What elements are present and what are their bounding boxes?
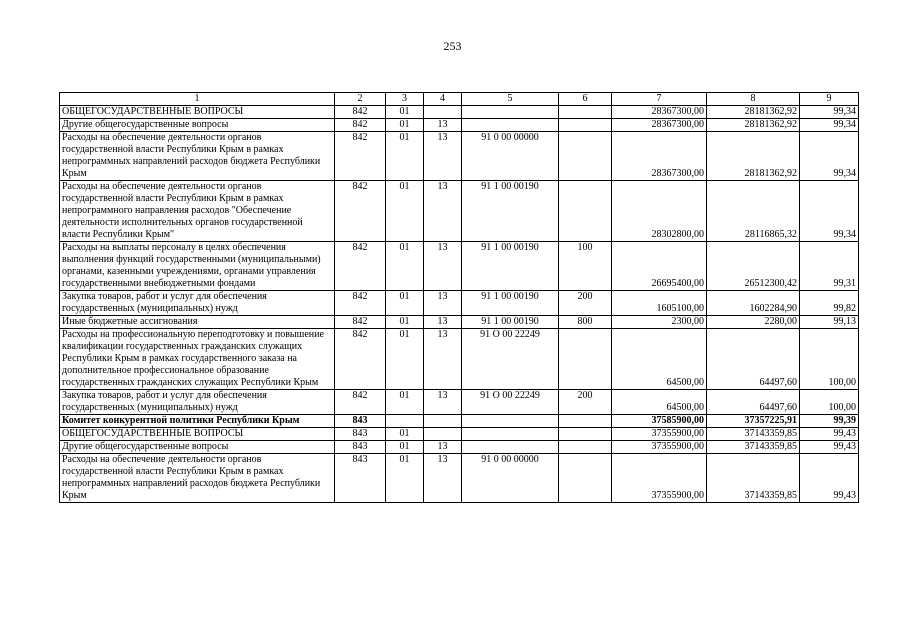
row-actual-amount: 37143359,85	[707, 428, 800, 441]
row-actual-amount: 37143359,85	[707, 454, 800, 503]
row-planned-amount: 28367300,00	[612, 106, 707, 119]
row-section: 01	[386, 106, 424, 119]
row-percent: 99,39	[800, 415, 859, 428]
row-name: Закупка товаров, работ и услуг для обеспечения государственных (муниципальных) нужд	[60, 291, 335, 316]
row-planned-amount: 64500,00	[612, 390, 707, 415]
row-actual-amount: 37143359,85	[707, 441, 800, 454]
row-planned-amount: 26695400,00	[612, 242, 707, 291]
row-target-article: 91 О 00 22249	[462, 390, 559, 415]
row-grbs: 842	[335, 181, 386, 242]
row-name: Расходы на обеспечение деятельности органов государственной власти Республики Крым в рамках непрограммных направлений расходов бюджета Республики Крым	[60, 454, 335, 503]
table-row	[60, 291, 859, 316]
row-actual-amount: 64497,60	[707, 329, 800, 390]
row-name: Закупка товаров, работ и услуг для обеспечения государственных (муниципальных) нужд	[60, 390, 335, 415]
row-subsection: 13	[424, 242, 462, 291]
row-section: 01	[386, 390, 424, 415]
row-expense-type	[559, 106, 612, 119]
row-actual-amount: 26512300,42	[707, 242, 800, 291]
row-planned-amount: 37585900,00	[612, 415, 707, 428]
row-planned-amount: 1605100,00	[612, 291, 707, 316]
row-actual-amount: 37357225,91	[707, 415, 800, 428]
row-actual-amount: 28181362,92	[707, 119, 800, 132]
row-section: 01	[386, 428, 424, 441]
row-expense-type: 200	[559, 291, 612, 316]
row-section: 01	[386, 181, 424, 242]
row-expense-type: 800	[559, 316, 612, 329]
row-actual-amount: 28181362,92	[707, 132, 800, 181]
column-header: 5	[462, 93, 559, 106]
row-name: Иные бюджетные ассигнования	[60, 316, 335, 329]
budget-table	[59, 92, 859, 503]
row-target-article: 91 0 00 00000	[462, 132, 559, 181]
row-grbs: 842	[335, 316, 386, 329]
row-subsection: 13	[424, 291, 462, 316]
row-target-article: 91 1 00 00190	[462, 316, 559, 329]
row-percent: 99,43	[800, 441, 859, 454]
row-expense-type	[559, 329, 612, 390]
row-grbs: 842	[335, 242, 386, 291]
row-target-article	[462, 119, 559, 132]
table-row	[60, 329, 859, 390]
row-name: Другие общегосударственные вопросы	[60, 119, 335, 132]
row-planned-amount: 64500,00	[612, 329, 707, 390]
table-row	[60, 242, 859, 291]
row-actual-amount: 28116865,32	[707, 181, 800, 242]
row-subsection: 13	[424, 329, 462, 390]
table-row	[60, 415, 859, 428]
row-subsection	[424, 415, 462, 428]
row-grbs: 843	[335, 454, 386, 503]
table-row	[60, 390, 859, 415]
row-section: 01	[386, 329, 424, 390]
row-target-article	[462, 106, 559, 119]
row-target-article: 91 1 00 00190	[462, 242, 559, 291]
row-planned-amount: 37355900,00	[612, 454, 707, 503]
row-percent: 99,43	[800, 454, 859, 503]
row-target-article: 91 1 00 00190	[462, 291, 559, 316]
row-name: Комитет конкурентной политики Республики Крым	[60, 415, 335, 428]
row-subsection: 13	[424, 441, 462, 454]
page-number: 253	[443, 39, 462, 53]
row-target-article: 91 0 00 00000	[462, 454, 559, 503]
column-header: 4	[424, 93, 462, 106]
row-section: 01	[386, 454, 424, 503]
row-section: 01	[386, 441, 424, 454]
row-section: 01	[386, 119, 424, 132]
row-name: ОБЩЕГОСУДАРСТВЕННЫЕ ВОПРОСЫ	[60, 428, 335, 441]
row-actual-amount: 2280,00	[707, 316, 800, 329]
column-header: 9	[800, 93, 859, 106]
row-expense-type	[559, 181, 612, 242]
row-grbs: 842	[335, 329, 386, 390]
row-grbs: 842	[335, 119, 386, 132]
table-row	[60, 454, 859, 503]
row-subsection: 13	[424, 119, 462, 132]
column-header: 1	[60, 93, 335, 106]
table-row	[60, 441, 859, 454]
row-percent: 99,34	[800, 106, 859, 119]
row-expense-type	[559, 132, 612, 181]
row-actual-amount: 28181362,92	[707, 106, 800, 119]
row-expense-type: 200	[559, 390, 612, 415]
row-grbs: 843	[335, 415, 386, 428]
row-grbs: 842	[335, 106, 386, 119]
column-header: 2	[335, 93, 386, 106]
row-subsection: 13	[424, 132, 462, 181]
table-row	[60, 119, 859, 132]
row-target-article: 91 О 00 22249	[462, 329, 559, 390]
column-header: 8	[707, 93, 800, 106]
row-percent: 99,31	[800, 242, 859, 291]
row-percent: 100,00	[800, 329, 859, 390]
row-percent: 99,34	[800, 132, 859, 181]
row-target-article: 91 1 00 00190	[462, 181, 559, 242]
row-subsection	[424, 106, 462, 119]
row-grbs: 843	[335, 428, 386, 441]
row-expense-type	[559, 454, 612, 503]
row-expense-type	[559, 119, 612, 132]
row-name: Другие общегосударственные вопросы	[60, 441, 335, 454]
row-planned-amount: 28302800,00	[612, 181, 707, 242]
row-percent: 99,43	[800, 428, 859, 441]
row-actual-amount: 64497,60	[707, 390, 800, 415]
row-expense-type: 100	[559, 242, 612, 291]
row-actual-amount: 1602284,90	[707, 291, 800, 316]
row-target-article	[462, 415, 559, 428]
row-planned-amount: 37355900,00	[612, 441, 707, 454]
row-target-article	[462, 441, 559, 454]
row-section: 01	[386, 132, 424, 181]
row-grbs: 842	[335, 390, 386, 415]
row-subsection	[424, 428, 462, 441]
table-row	[60, 428, 859, 441]
row-percent: 99,34	[800, 119, 859, 132]
row-expense-type	[559, 415, 612, 428]
row-name: ОБЩЕГОСУДАРСТВЕННЫЕ ВОПРОСЫ	[60, 106, 335, 119]
table-row	[60, 181, 859, 242]
row-subsection: 13	[424, 454, 462, 503]
row-planned-amount: 28367300,00	[612, 132, 707, 181]
row-planned-amount: 37355900,00	[612, 428, 707, 441]
row-name: Расходы на профессиональную переподготовку и повышение квалификации государственных гражданских служащих Республики Крым в рамках государственного заказа на дополнительное профессиональное образование государственных гражданских служащих Республики Крым	[60, 329, 335, 390]
row-percent: 99,13	[800, 316, 859, 329]
column-header: 7	[612, 93, 707, 106]
row-subsection: 13	[424, 316, 462, 329]
row-section	[386, 415, 424, 428]
row-subsection: 13	[424, 390, 462, 415]
column-header: 3	[386, 93, 424, 106]
row-name: Расходы на выплаты персоналу в целях обеспечения выполнения функций государственными (муниципальными) органами, казенными учреждениями, органами управления государственными внебюджетными фондами	[60, 242, 335, 291]
table-row	[60, 106, 859, 119]
row-subsection: 13	[424, 181, 462, 242]
row-expense-type	[559, 441, 612, 454]
table-row	[60, 132, 859, 181]
row-name: Расходы на обеспечение деятельности органов государственной власти Республики Крым в рамках непрограммных направлений расходов бюджета Республики Крым	[60, 132, 335, 181]
table-row	[60, 316, 859, 329]
row-grbs: 842	[335, 132, 386, 181]
row-percent: 99,34	[800, 181, 859, 242]
row-section: 01	[386, 316, 424, 329]
row-section: 01	[386, 242, 424, 291]
row-percent: 100,00	[800, 390, 859, 415]
row-planned-amount: 28367300,00	[612, 119, 707, 132]
row-section: 01	[386, 291, 424, 316]
row-percent: 99,82	[800, 291, 859, 316]
row-grbs: 843	[335, 441, 386, 454]
row-planned-amount: 2300,00	[612, 316, 707, 329]
row-expense-type	[559, 428, 612, 441]
row-target-article	[462, 428, 559, 441]
column-header: 6	[559, 93, 612, 106]
row-grbs: 842	[335, 291, 386, 316]
row-name: Расходы на обеспечение деятельности органов государственной власти Республики Крым в рамках непрограммного направления расходов "Обеспечение деятельности исполнительных органов государственной власти Республики Крым"	[60, 181, 335, 242]
table-header-row	[60, 93, 859, 106]
